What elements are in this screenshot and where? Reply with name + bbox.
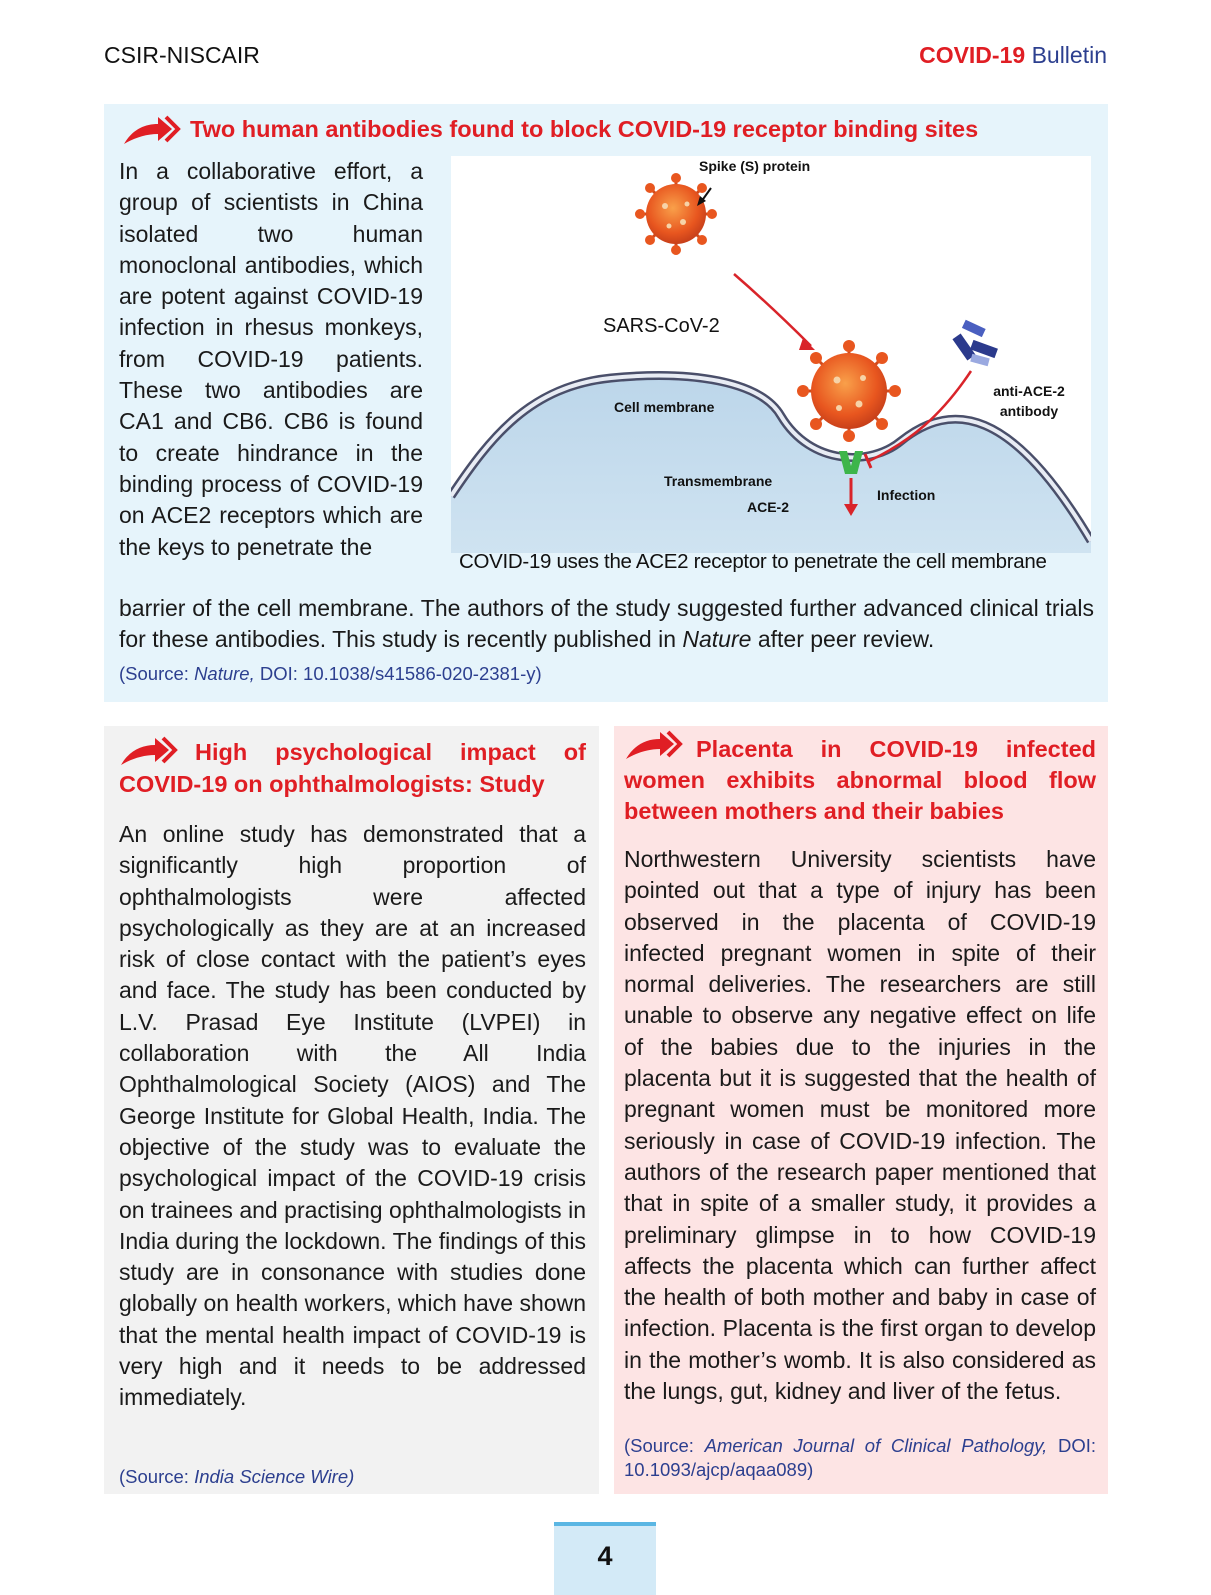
article-antibodies-title-row bbox=[122, 114, 1102, 148]
header-bulletin-word: Bulletin bbox=[1031, 42, 1107, 68]
svg-text:Cell membrane: Cell membrane bbox=[614, 399, 715, 415]
svg-text:Infection: Infection bbox=[877, 487, 936, 503]
svg-text:Transmembrane: Transmembrane bbox=[664, 473, 773, 489]
red-arrow-icon bbox=[624, 729, 686, 763]
article-ophthalmologists-body: An online study has demonstrated that a significantly high proportion of ophthalmologists were affected psychologically as they are at an increased risk of close contact with the patient’s eyes and face. The study has been conducted by L.V. Prasad Eye Institute (LVPEI) in collaboration with the All India Ophthalmological Society (AIOS) and The George Institute for Global Health, India. The objective of the study was to evaluate the psychological impact of the COVID-19 crisis on trainees and practising ophthalmologists in India during the lockdown. The findings of this study are in consonance with studies done globally on health workers, which have shown that the mental health impact of COVID-19 is very high and it needs to be addressed immediately. bbox=[119, 821, 586, 1411]
svg-text:anti-ACE-2: anti-ACE-2 bbox=[993, 383, 1065, 399]
page-number: 4 bbox=[554, 1522, 656, 1595]
article-antibodies-title: Two human antibodies found to block COVID-19 receptor binding sites bbox=[190, 116, 979, 143]
red-arrow-icon bbox=[119, 735, 181, 769]
article-placenta bbox=[614, 726, 1108, 1494]
header-bulletin-covid: COVID-19 bbox=[919, 42, 1026, 68]
article-ophthalmologists bbox=[104, 726, 599, 1494]
article-antibodies-source: (Source: Nature, DOI: 10.1038/s41586-020-2381-y) bbox=[119, 663, 542, 684]
article-antibodies-body-left: In a collaborative effort, a group of scientists in China isolated two human monoclonal antibodies, which are potent against COVID-19 infection in rhesus monkeys, from COVID-19 patients. These two antibodies are CA1 and CB6. CB6 is found to create hindrance in the binding process of COVID-19 on ACE2 receptors which are the keys to penetrate the bbox=[119, 158, 423, 560]
red-arrow-icon bbox=[122, 114, 184, 148]
article-ophthalmologists-title: High psychological impact of COVID-19 on ophthalmologists: Study bbox=[119, 735, 586, 800]
ace2-figure bbox=[451, 156, 1091, 553]
virus-bound-icon bbox=[797, 340, 901, 442]
article-antibodies-body-full: barrier of the cell membrane. The authors of the study suggested further advanced clinical trials for these antibodies. This study is recently published in Nature after peer review. bbox=[119, 595, 1094, 653]
article-ophthalmologists-source: (Source: India Science Wire) bbox=[119, 1466, 355, 1487]
journal-name-nature: Nature bbox=[682, 626, 752, 653]
svg-text:ACE-2: ACE-2 bbox=[747, 499, 790, 515]
header-bulletin bbox=[919, 42, 1107, 69]
svg-text:antibody: antibody bbox=[999, 403, 1059, 419]
header-org: CSIR-NISCAIR bbox=[104, 42, 260, 68]
article-placenta-body: Northwestern University scientists have pointed out that a type of injury has been observed in the placenta of COVID-19 infected pregnant women in spite of their normal deliveries. The researchers are still unable to observe any negative effect on life of the babies due to the injuries in the placenta but it is suggested that the health of pregnant women must be monitored more seriously in case of COVID-19 infection. The authors of the research paper mentioned that that in spite of a smaller study, it provides a preliminary glimpse in to how COVID-19 affects the placenta which can further affect the health of both mother and baby in case of infection. Placenta is the first organ to develop in the mother’s womb. It is also considered as the lungs, gut, kidney and liver of the fetus. bbox=[624, 846, 1096, 1405]
svg-text:Spike (S) protein: Spike (S) protein bbox=[699, 158, 811, 174]
article-placenta-source: (Source: American Journal of Clinical Pathology, DOI: 10.1093/ajcp/aqaa089) bbox=[624, 1435, 1096, 1480]
article-antibodies bbox=[104, 104, 1108, 702]
figure-caption: COVID-19 uses the ACE2 receptor to penetrate the cell membrane bbox=[459, 550, 1047, 573]
svg-text:SARS-CoV-2: SARS-CoV-2 bbox=[603, 315, 720, 337]
article-placenta-title: Placenta in COVID-19 infected women exhibits abnormal blood flow between mothers and their babies bbox=[624, 729, 1096, 827]
virus-top-icon bbox=[635, 173, 717, 255]
